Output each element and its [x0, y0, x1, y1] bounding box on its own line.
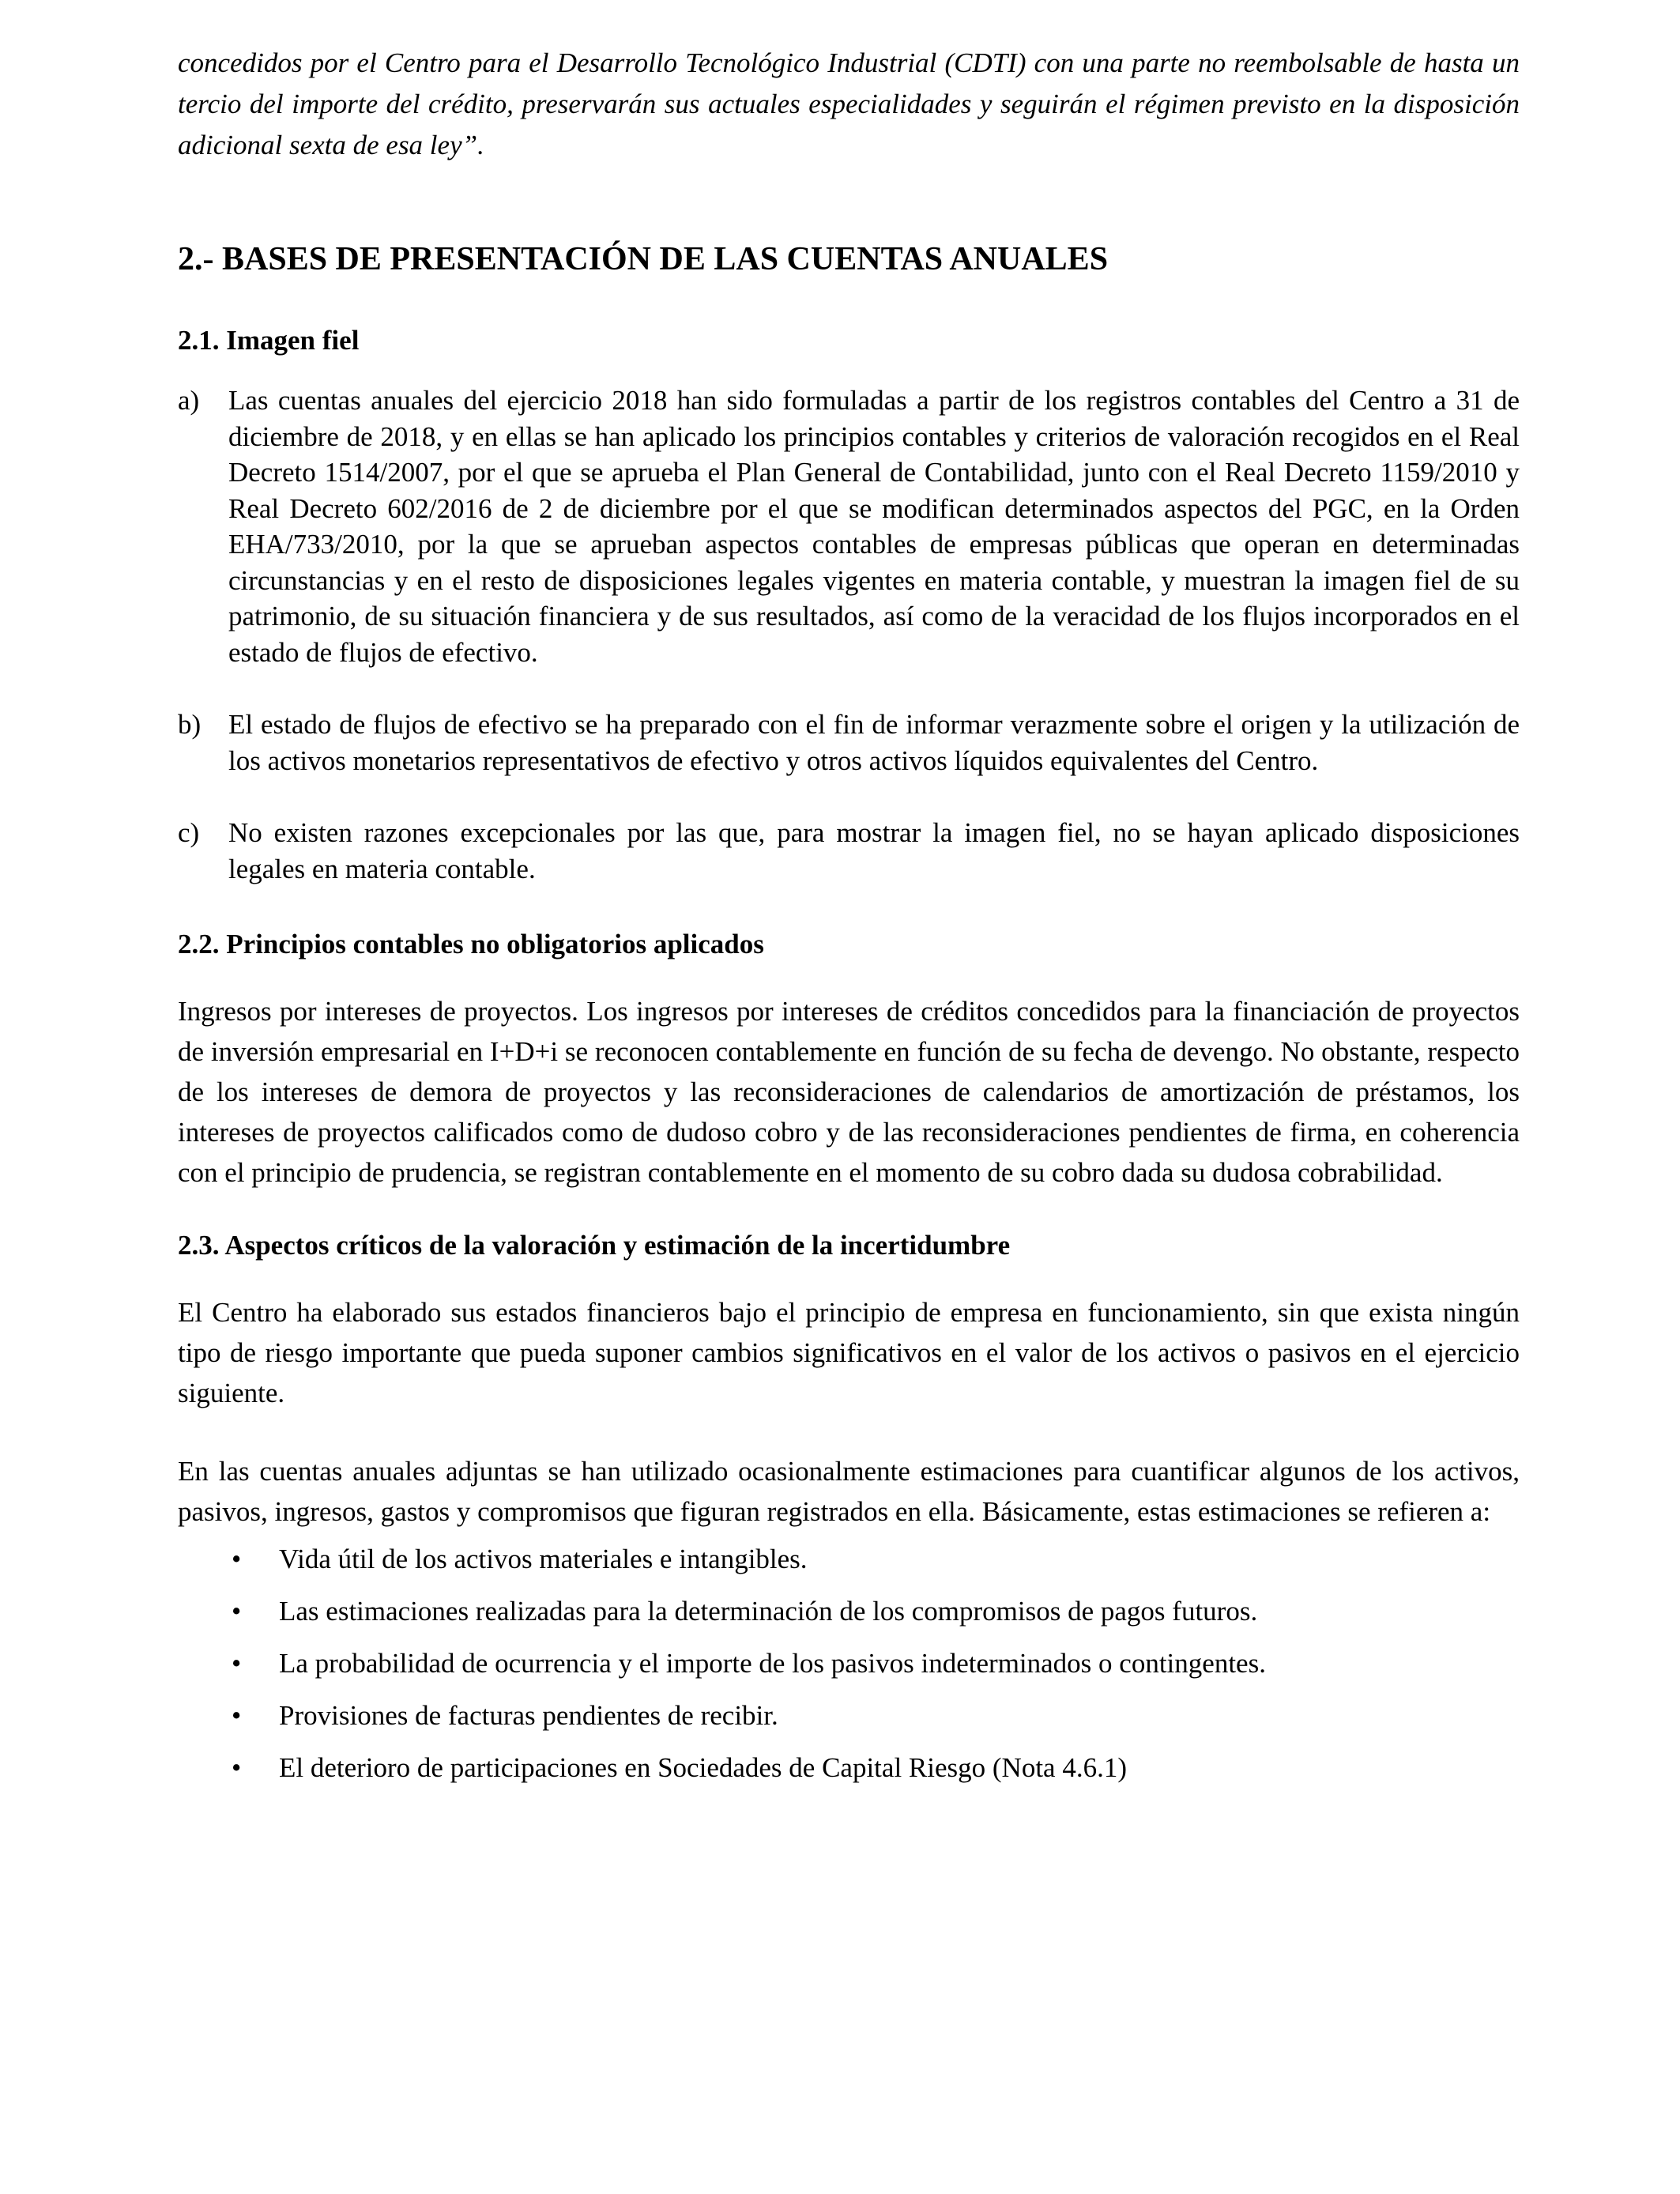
- intro-paragraph: concedidos por el Centro para el Desarrollo Tecnológico Industrial (CDTI) con una parte no reembolsable de hasta un tercio del importe del crédito, preservarán sus actuales especialidades y seguirán el régimen previsto en la disposición adicional sexta de esa ley”.: [178, 47, 1520, 160]
- document-page: [178, 43, 1520, 1786]
- bullet-item: [178, 1698, 1520, 1734]
- bullet-item: [178, 1541, 1520, 1578]
- bullet-item: [178, 1750, 1520, 1786]
- list-marker: a): [178, 385, 200, 416]
- section-2-3-title: 2.3. Aspectos críticos de la valoración y estimación de la incertidumbre: [178, 1230, 1011, 1261]
- bullet-text: El deterioro de participaciones en Sociedades de Capital Riesgo (Nota 4.6.1): [279, 1752, 1127, 1783]
- bullet-glyph: •: [232, 1544, 242, 1574]
- section-2-3-paragraph-2: En las cuentas anuales adjuntas se han utilizado ocasionalmente estimaciones para cuantificar algunos de los activos, pasivos, ingresos, gastos y compromisos que figuran registrados en ella. Básicamente, estas estimaciones se refieren a:: [178, 1456, 1520, 1527]
- section-2-1-title: 2.1. Imagen fiel: [178, 325, 360, 356]
- list-item-text: Las cuentas anuales del ejercicio 2018 han sido formuladas a partir de los registros contables del Centro a 31 de diciembre de 2018, y en ellas se han aplicado los principios contables y criterios de valoración recogidos en el Real Decreto 1514/2007, por el que se aprueba el Plan General de Contabilidad, junto con el Real Decreto 1159/2010 y Real Decreto 602/2016 de 2 de diciembre por el que se modifican determinados aspectos del PGC, en la Orden EHA/733/2010, por la que se aprueban aspectos contables de empresas públicas que operan en determinadas circunstancias y en el resto de disposiciones legales vigentes en materia contable, y muestran la imagen fiel de su patrimonio, de su situación financiera y de sus resultados, así como de la veracidad de los flujos incorporados en el estado de flujos de efectivo.: [228, 385, 1520, 668]
- main-heading: 2.- BASES DE PRESENTACIÓN DE LAS CUENTAS ANUALES: [178, 241, 1109, 277]
- list-item-text: El estado de flujos de efectivo se ha preparado con el fin de informar verazmente sobre el origen y la utilización de los activos monetarios representativos de efectivo y otros activos líquidos equivalentes del Centro.: [228, 709, 1520, 776]
- bullet-text: La probabilidad de ocurrencia y el importe de los pasivos indeterminados o contingentes.: [279, 1648, 1266, 1679]
- bullet-glyph: •: [232, 1752, 242, 1783]
- bullet-item: [178, 1646, 1520, 1682]
- bullet-text: Las estimaciones realizadas para la determinación de los compromisos de pagos futuros.: [279, 1596, 1258, 1627]
- list-marker: b): [178, 709, 202, 740]
- estimates-bullet-list: [178, 1541, 1520, 1786]
- bullet-text: Vida útil de los activos materiales e intangibles.: [279, 1544, 808, 1574]
- list-marker: c): [178, 817, 200, 848]
- bullet-glyph: •: [232, 1596, 242, 1627]
- bullet-text: Provisiones de facturas pendientes de recibir.: [279, 1700, 778, 1731]
- list-item-c: [178, 815, 1520, 887]
- list-item-a: [178, 383, 1520, 670]
- bullet-item: [178, 1593, 1520, 1630]
- list-item-text: No existen razones excepcionales por las que, para mostrar la imagen fiel, no se hayan aplicado disposiciones legales en materia contable.: [228, 817, 1520, 884]
- list-item-b: [178, 707, 1520, 778]
- bullet-glyph: •: [232, 1648, 242, 1679]
- section-2-2-paragraph: Ingresos por intereses de proyectos. Los ingresos por intereses de créditos concedidos para la financiación de proyectos de inversión empresarial en I+D+i se reconocen contablemente en función de su fecha de devengo. No obstante, respecto de los intereses de demora de proyectos y las reconsideraciones de calendarios de amortización de préstamos, los intereses de proyectos calificados como de dudoso cobro y de las reconsideraciones pendientes de firma, en coherencia con el principio de prudencia, se registran contablemente en el momento de su cobro dada su dudosa cobrabilidad.: [178, 996, 1520, 1188]
- section-2-2-title: 2.2. Principios contables no obligatorios aplicados: [178, 929, 764, 959]
- section-2-3-paragraph-1: El Centro ha elaborado sus estados financieros bajo el principio de empresa en funcionamiento, sin que exista ningún tipo de riesgo importante que pueda suponer cambios significativos en el valor de los activos o pasivos en el ejercicio siguiente.: [178, 1297, 1520, 1408]
- bullet-glyph: •: [232, 1700, 242, 1731]
